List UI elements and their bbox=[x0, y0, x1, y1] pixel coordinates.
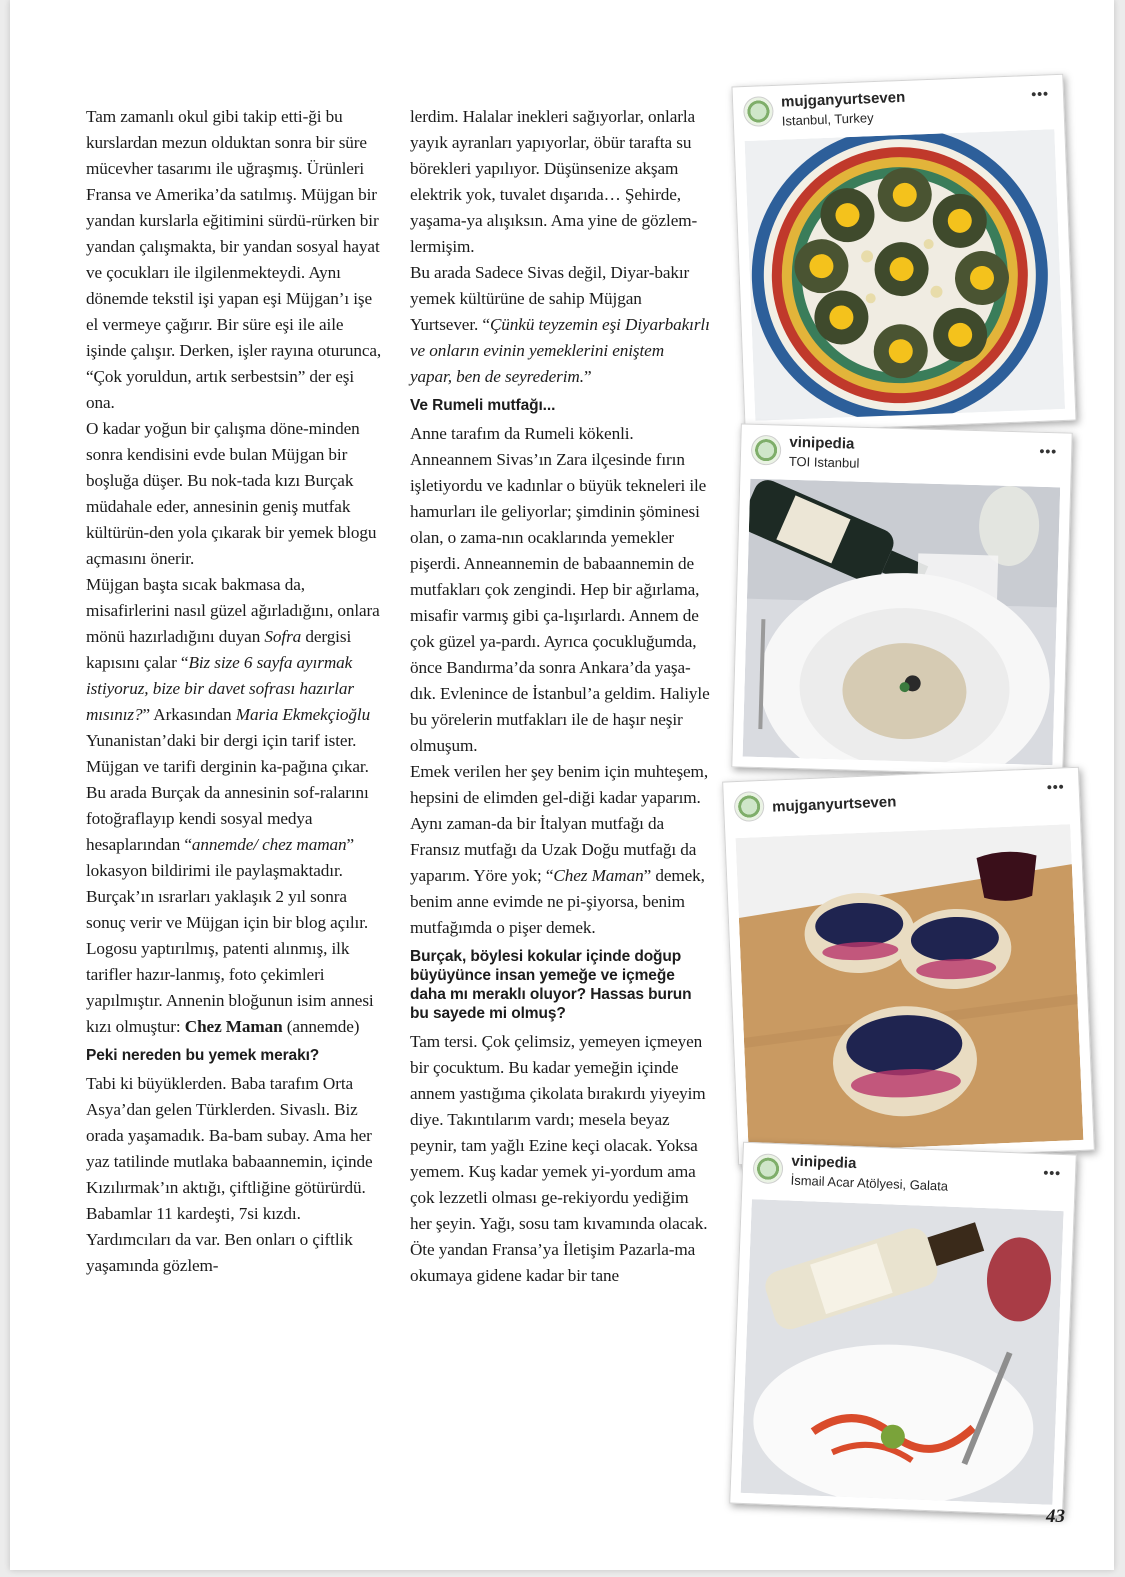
post-username: mujganyurtseven bbox=[780, 88, 906, 111]
post-location: Istanbul, Turkey bbox=[781, 110, 874, 129]
article-column-2 bbox=[410, 104, 710, 1289]
instagram-post-card bbox=[731, 423, 1072, 776]
wine-plate-illustration bbox=[741, 1199, 1064, 1505]
more-options-icon: ••• bbox=[1046, 778, 1065, 796]
post-username: vinipedia bbox=[791, 1152, 857, 1173]
post-location: İsmail Acar Atölyesi, Galata bbox=[790, 1172, 949, 1194]
artichoke-plate-illustration bbox=[745, 129, 1066, 421]
post-username: vinipedia bbox=[789, 433, 855, 453]
paragraph: lerdim. Halalar inekleri sağıyorlar, onlarla yayık ayranları yapıyorlar, öbür tarafta su börekleri yapılıyor. Düşünsenize akşam elektrik yok, tuvalet dışarıda… Şehirde, yaşama-ya alışıksın. Ama yine de gözlem-lermişim. bbox=[410, 107, 698, 256]
food-photo bbox=[735, 824, 1083, 1154]
post-location: TOI Istanbul bbox=[788, 453, 860, 471]
food-photo bbox=[741, 1199, 1064, 1505]
instagram-post-card bbox=[729, 1142, 1077, 1517]
paragraph: Tabi ki büyüklerden. Baba tarafım Orta Asya’dan gelen Türklerden. Sivaslı. Biz orada yaşamadık. Ba-bam subay. Ama her yaz tatilinde mutlaka babaannemin, içinde Kızılırmak’ın aktığı, çiftliğine götürürdü. Babamlar 11 kardeşti, 7si kızdı. Yardımcıları da var. Ben onları o çiftlik yaşamında gözlem- bbox=[86, 1074, 373, 1275]
more-options-icon: ••• bbox=[1039, 442, 1058, 460]
wine-soup-illustration bbox=[743, 479, 1061, 766]
paragraph: Bu arada Burçak da annesinin sof-ralarını fotoğraflayıp kendi sosyal medya hesaplarından “annemde/ chez maman” lokasyon bildirimi ile paylaşmaktadır. bbox=[86, 783, 369, 880]
paragraph: O kadar yoğun bir çalışma döne-minden sonra kendisini evde bulan Müjgan bir boşluğa düşer. Bu nok-tada kızı Burçak müdahale eder, annesinin geniş mutfak kültürün-den yola çıkarak bir yemek blogu açmasını önerir. bbox=[86, 419, 377, 568]
instagram-post-card bbox=[722, 767, 1095, 1166]
subheading: Ve Rumeli mutfağı... bbox=[410, 397, 556, 414]
paragraph: Tam tersi. Çok çelimsiz, yemeyen içmeyen bir çocuktum. Bu kadar yemeğin içinde annem yastığıma çikolata bırakırdı yiyeyim diye. Takıntılarım vardı; mesela beyaz peynir, tam yağlı Ezine keçi olacak. Yoksa yemem. Kuş kadar yemek yi-yordum ama çok lezzetli olması ge-rekiyordu yediğim her şeyin. Yağı, sosu tam kıvamında olacak. Öte yandan Fransa’ya İletişim Pazarla-ma okumaya gidene kadar bir tane bbox=[410, 1032, 708, 1285]
paragraph: Müjgan başta sıcak bakmasa da, misafirlerini nasıl güzel ağırladığını, onlara mönü hazırladığını duyan Sofra dergisi kapısını çalar “Biz size 6 sayfa ayırmak istiyoruz, bize bir davet sofrası hazırlar mısınız?” Arkasından Maria Ekmekçioğlu Yunanistan’daki bir dergi için tarif ister. Müjgan ve tarifi derginin ka-pağına çıkar. bbox=[86, 575, 380, 776]
subheading: Burçak, böylesi kokular içinde doğup büyüyünce insan yemeğe ve içmeğe daha mı meraklı oluyor? Hassas burun bu sayede mi olmuş? bbox=[410, 948, 692, 1022]
paragraph: Emek verilen her şey benim için muhteşem, hepsini de elimden gel-diği kadar yaparım. Aynı zaman-da bir İtalyan mutfağı da Fransız mutfağı da Uzak Doğu mutfağı da yaparım. Yöre yok; “Chez Maman” demek, benim anne evimde ne pi-şiyorsa, benim mutfağımda o pişer demek. bbox=[410, 762, 709, 937]
food-photo bbox=[743, 479, 1061, 766]
magazine-page bbox=[10, 0, 1114, 1570]
avatar-logo-icon bbox=[743, 96, 774, 127]
food-photo bbox=[745, 129, 1066, 422]
paragraph: Anne tarafım da Rumeli kökenli. Anneannem Sivas’ın Zara ilçesinde fırın işletiyordu ve kadınlar o büyük tekneleri ile hamurları ile geliyorlar; şimdinin şöminesi olan, o zama-nın ocaklarında yemekler pişerdi. Anneannemin de babaannemin de mutfakları çok zengindi. Hep bir ağırlama, misafir varmış gibi ça-lışırlardı. Annem de çok güzel ya-pardı. Ayrıca çocukluğumda, önce Bandırma’da sonra Ankara’da yaşa-dık. Evlenince de İstanbul’a geldim. Haliyle bu yörelerin mutfakları ile de haşır neşir olmuşum. bbox=[410, 424, 710, 755]
avatar-logo-icon bbox=[751, 435, 782, 466]
page-number: 43 bbox=[1046, 1506, 1065, 1527]
more-options-icon: ••• bbox=[1043, 1164, 1062, 1181]
post-username: mujganyurtseven bbox=[771, 793, 897, 816]
blueberry-toast-illustration bbox=[735, 824, 1083, 1154]
article-column-1 bbox=[86, 104, 386, 1279]
paragraph: Tam zamanlı okul gibi takip etti-ği bu kurslardan mezun olduktan sonra bir süre mücevher tasarımı ile uğraşmış. Ürünleri Fransa ve Amerika’da satılmış. Müjgan bir yandan kurslarla eğitimini sürdü-rürken bir yandan çalışmakta, bir yandan sosyal hayat ve çocukları ile ilgilenmekteydi. Aynı dönemde tekstil işi yapan eşi Müjgan’ı işe el vermeye çağırır. Bir süre eşi ile aile işinde çalışır. Derken, işler rayına oturunca, “Çok yoruldun, artık serbestsin” der eşi ona. bbox=[86, 107, 382, 412]
paragraph: Burçak’ın ısrarları yaklaşık 2 yıl sonra sonuç verir ve Müjgan için bir blog açılır. Logosu yaptırılmış, patenti alınmış, ilk tarifler hazır-lanmış, foto çekimleri yapılmıştır. Annenin bloğunun isim annesi kızı olmuştur: Chez Maman (annemde) bbox=[86, 887, 374, 1036]
more-options-icon: ••• bbox=[1030, 85, 1050, 102]
subheading: Peki nereden bu yemek merakı? bbox=[86, 1047, 320, 1064]
paragraph: Bu arada Sadece Sivas değil, Diyar-bakır yemek kültürüne de sahip Müjgan Yurtsever. “Çünkü teyzemin eşi Diyarbakırlı ve onların evinin yemeklerini eniştem yapar, ben de seyrederim.” bbox=[410, 263, 710, 386]
avatar-logo-icon bbox=[752, 1153, 783, 1184]
instagram-post-card bbox=[731, 74, 1076, 433]
avatar-logo-icon bbox=[734, 791, 765, 822]
